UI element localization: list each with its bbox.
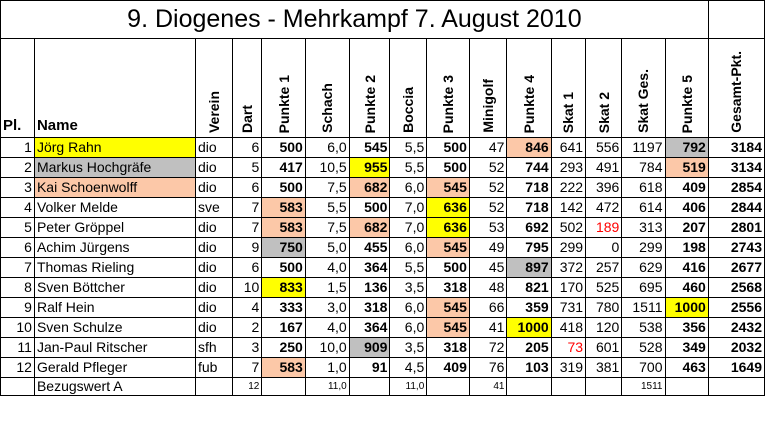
- cell-p1[interactable]: 750: [262, 238, 306, 258]
- cell-p1[interactable]: 250: [262, 338, 306, 358]
- header-minigolf[interactable]: Minigolf: [469, 39, 507, 138]
- cell-skat1[interactable]: 299: [551, 238, 585, 258]
- cell-skat2[interactable]: 780: [586, 298, 622, 318]
- table-row: [1, 258, 765, 278]
- cell-gesamt[interactable]: 2568: [708, 278, 764, 298]
- header-skat1[interactable]: Skat 1: [551, 39, 585, 138]
- cell-gesamt[interactable]: 2801: [708, 218, 764, 238]
- cell-schach[interactable]: 4,0: [305, 318, 349, 338]
- cell-p2[interactable]: 455: [349, 238, 390, 258]
- cell-name[interactable]: Sven Böttcher: [34, 278, 195, 298]
- cell-schach[interactable]: 5,5: [305, 198, 349, 218]
- cell-p5[interactable]: 349: [665, 338, 708, 358]
- cell-p4[interactable]: 718: [507, 198, 551, 218]
- cell-pl[interactable]: 12: [1, 358, 35, 378]
- header-boccia[interactable]: Boccia: [390, 39, 427, 138]
- cell-gesamt[interactable]: 2556: [708, 298, 764, 318]
- cell-boccia[interactable]: 6,0: [390, 178, 427, 198]
- cell-dart[interactable]: 6: [232, 178, 261, 198]
- bezugswert-skatges[interactable]: 1511: [622, 378, 665, 396]
- cell-p5[interactable]: 519: [665, 158, 708, 178]
- cell-p1[interactable]: 500: [262, 138, 306, 158]
- cell-p4[interactable]: 205: [507, 338, 551, 358]
- cell-boccia[interactable]: 6,0: [390, 318, 427, 338]
- header-punkte2[interactable]: Punkte 2: [349, 39, 390, 138]
- cell-skat1[interactable]: 293: [551, 158, 585, 178]
- cell-p3[interactable]: 500: [427, 258, 470, 278]
- bezugswert-schach[interactable]: 11,0: [305, 378, 349, 396]
- cell-p3[interactable]: 409: [427, 358, 470, 378]
- header-verein[interactable]: Verein: [195, 39, 232, 138]
- cell-dart[interactable]: 2: [232, 318, 261, 338]
- cell-pl[interactable]: 10: [1, 318, 35, 338]
- cell-name[interactable]: Jan-Paul Ritscher: [34, 338, 195, 358]
- header-row: [1, 39, 765, 138]
- cell-name[interactable]: Kai Schoenwolff: [34, 178, 195, 198]
- table-row: [1, 278, 765, 298]
- table-row: [1, 138, 765, 158]
- cell-skatges[interactable]: 538: [622, 318, 665, 338]
- cell-gesamt[interactable]: 2677: [708, 258, 764, 278]
- header-punkte3[interactable]: Punkte 3: [427, 39, 470, 138]
- cell-skat2[interactable]: 556: [586, 138, 622, 158]
- cell-pl[interactable]: 8: [1, 278, 35, 298]
- cell-skat1[interactable]: 418: [551, 318, 585, 338]
- table-row: [1, 158, 765, 178]
- cell-dart[interactable]: 10: [232, 278, 261, 298]
- cell-skatges[interactable]: 784: [622, 158, 665, 178]
- cell-schach[interactable]: 4,0: [305, 258, 349, 278]
- cell-skatges[interactable]: 695: [622, 278, 665, 298]
- header-punkte1[interactable]: Punkte 1: [262, 39, 306, 138]
- cell-p3[interactable]: 636: [427, 198, 470, 218]
- cell-skat1[interactable]: 502: [551, 218, 585, 238]
- cell-verein[interactable]: dio: [195, 238, 232, 258]
- cell-p3[interactable]: 636: [427, 218, 470, 238]
- cell-verein[interactable]: dio: [195, 158, 232, 178]
- cell-skat1[interactable]: 731: [551, 298, 585, 318]
- cell-gesamt[interactable]: 1649: [708, 358, 764, 378]
- cell-dart[interactable]: 7: [232, 358, 261, 378]
- cell-minigolf[interactable]: 49: [469, 238, 507, 258]
- cell-p5[interactable]: 460: [665, 278, 708, 298]
- cell-boccia[interactable]: 7,0: [390, 218, 427, 238]
- cell-skatges[interactable]: 614: [622, 198, 665, 218]
- cell-minigolf[interactable]: 52: [469, 158, 507, 178]
- cell-boccia[interactable]: 5,5: [390, 158, 427, 178]
- cell-verein[interactable]: dio: [195, 318, 232, 338]
- cell-p4[interactable]: 744: [507, 158, 551, 178]
- cell-p3[interactable]: 500: [427, 138, 470, 158]
- cell-skatges[interactable]: 700: [622, 358, 665, 378]
- cell-p2[interactable]: 364: [349, 258, 390, 278]
- cell-verein[interactable]: dio: [195, 138, 232, 158]
- cell-schach[interactable]: 6,0: [305, 138, 349, 158]
- header-pl[interactable]: Pl.: [1, 39, 35, 138]
- cell-p1[interactable]: 167: [262, 318, 306, 338]
- cell-p4[interactable]: 103: [507, 358, 551, 378]
- cell-gesamt[interactable]: 3184: [708, 138, 764, 158]
- cell-name[interactable]: Thomas Rieling: [34, 258, 195, 278]
- cell-dart[interactable]: 9: [232, 238, 261, 258]
- cell-gesamt[interactable]: 2743: [708, 238, 764, 258]
- table-row: [1, 318, 765, 338]
- cell-skatges[interactable]: 313: [622, 218, 665, 238]
- cell-boccia[interactable]: 5,5: [390, 258, 427, 278]
- header-dart[interactable]: Dart: [232, 39, 261, 138]
- cell-verein[interactable]: sfh: [195, 338, 232, 358]
- cell-boccia[interactable]: 6,0: [390, 298, 427, 318]
- cell-minigolf[interactable]: 52: [469, 198, 507, 218]
- cell-schach[interactable]: 3,0: [305, 298, 349, 318]
- cell-p3[interactable]: 545: [427, 298, 470, 318]
- cell-skat1[interactable]: 222: [551, 178, 585, 198]
- cell-p4[interactable]: 1000: [507, 318, 551, 338]
- cell-p4[interactable]: 718: [507, 178, 551, 198]
- header-skat2[interactable]: Skat 2: [586, 39, 622, 138]
- cell-boccia[interactable]: 5,5: [390, 138, 427, 158]
- cell-schach[interactable]: 7,5: [305, 218, 349, 238]
- cell-minigolf[interactable]: 47: [469, 138, 507, 158]
- cell-p4[interactable]: 795: [507, 238, 551, 258]
- table-row: [1, 178, 765, 198]
- cell-verein[interactable]: dio: [195, 298, 232, 318]
- cell-skat2[interactable]: 189: [586, 218, 622, 238]
- cell-p5[interactable]: 1000: [665, 298, 708, 318]
- cell-skat1[interactable]: 319: [551, 358, 585, 378]
- table-row: [1, 238, 765, 258]
- cell-dart[interactable]: 5: [232, 158, 261, 178]
- cell-p2[interactable]: 909: [349, 338, 390, 358]
- cell-minigolf[interactable]: 72: [469, 338, 507, 358]
- cell-schach[interactable]: 10,0: [305, 338, 349, 358]
- cell-skat2[interactable]: 257: [586, 258, 622, 278]
- cell-skat2[interactable]: 396: [586, 178, 622, 198]
- cell-name[interactable]: Volker Melde: [34, 198, 195, 218]
- cell-p1[interactable]: 500: [262, 178, 306, 198]
- cell-p3[interactable]: 545: [427, 178, 470, 198]
- cell-verein[interactable]: dio: [195, 178, 232, 198]
- cell-skat1[interactable]: 73: [551, 338, 585, 358]
- cell-pl[interactable]: 3: [1, 178, 35, 198]
- cell-p2[interactable]: 682: [349, 218, 390, 238]
- cell-minigolf[interactable]: 52: [469, 178, 507, 198]
- cell-pl[interactable]: 7: [1, 258, 35, 278]
- sheet-title: 9. Diogenes - Mehrkampf 7. August 2010: [1, 1, 709, 39]
- cell-schach[interactable]: 5,0: [305, 238, 349, 258]
- cell-p4[interactable]: 359: [507, 298, 551, 318]
- cell-name[interactable]: Sven Schulze: [34, 318, 195, 338]
- header-gesamt[interactable]: Gesamt-Pkt.: [708, 39, 764, 138]
- cell-skat1[interactable]: 372: [551, 258, 585, 278]
- cell-verein[interactable]: sve: [195, 198, 232, 218]
- cell-boccia[interactable]: 4,5: [390, 358, 427, 378]
- cell-verein[interactable]: dio: [195, 218, 232, 238]
- cell-skat2[interactable]: 120: [586, 318, 622, 338]
- cell-p4[interactable]: 897: [507, 258, 551, 278]
- cell-p1[interactable]: 333: [262, 298, 306, 318]
- cell-pl[interactable]: 2: [1, 158, 35, 178]
- cell-p3[interactable]: 500: [427, 158, 470, 178]
- cell-dart[interactable]: 3: [232, 338, 261, 358]
- bezugswert-row: [1, 378, 765, 396]
- cell-p4[interactable]: 846: [507, 138, 551, 158]
- cell-name[interactable]: Jörg Rahn: [34, 138, 195, 158]
- cell-gesamt[interactable]: 2854: [708, 178, 764, 198]
- cell-pl[interactable]: 5: [1, 218, 35, 238]
- cell-verein[interactable]: fub: [195, 358, 232, 378]
- table-row: [1, 338, 765, 358]
- cell-p3[interactable]: 545: [427, 318, 470, 338]
- cell-p1[interactable]: 833: [262, 278, 306, 298]
- cell-p3[interactable]: 318: [427, 278, 470, 298]
- cell-verein[interactable]: dio: [195, 258, 232, 278]
- cell-pl[interactable]: 4: [1, 198, 35, 218]
- cell-skat2[interactable]: 0: [586, 238, 622, 258]
- cell-gesamt[interactable]: 2032: [708, 338, 764, 358]
- cell-schach[interactable]: 10,5: [305, 158, 349, 178]
- table-row: [1, 218, 765, 238]
- cell-skat2[interactable]: 525: [586, 278, 622, 298]
- header-name[interactable]: Name: [34, 39, 195, 138]
- cell-p2[interactable]: 682: [349, 178, 390, 198]
- cell-p5[interactable]: 356: [665, 318, 708, 338]
- bezugswert-dart[interactable]: 12: [232, 378, 261, 396]
- cell-p4[interactable]: 821: [507, 278, 551, 298]
- cell-p1[interactable]: 500: [262, 258, 306, 278]
- cell-skat1[interactable]: 170: [551, 278, 585, 298]
- cell-skatges[interactable]: 299: [622, 238, 665, 258]
- cell-p4[interactable]: 692: [507, 218, 551, 238]
- cell-p2[interactable]: 364: [349, 318, 390, 338]
- cell-skat2[interactable]: 491: [586, 158, 622, 178]
- table-row: [1, 298, 765, 318]
- cell-name[interactable]: Markus Hochgräfe: [34, 158, 195, 178]
- cell-schach[interactable]: 1,0: [305, 358, 349, 378]
- cell-p5[interactable]: 207: [665, 218, 708, 238]
- cell-name[interactable]: Peter Gröppel: [34, 218, 195, 238]
- cell-p2[interactable]: 318: [349, 298, 390, 318]
- cell-gesamt[interactable]: 3134: [708, 158, 764, 178]
- bezugswert-minigolf[interactable]: 41: [469, 378, 507, 396]
- cell-boccia[interactable]: 7,0: [390, 198, 427, 218]
- cell-dart[interactable]: 7: [232, 198, 261, 218]
- cell-pl[interactable]: 1: [1, 138, 35, 158]
- cell-skatges[interactable]: 528: [622, 338, 665, 358]
- cell-skatges[interactable]: 1511: [622, 298, 665, 318]
- cell-skatges[interactable]: 629: [622, 258, 665, 278]
- cell-skatges[interactable]: 618: [622, 178, 665, 198]
- cell-dart[interactable]: 4: [232, 298, 261, 318]
- cell-name[interactable]: Ralf Hein: [34, 298, 195, 318]
- cell-name[interactable]: Achim Jürgens: [34, 238, 195, 258]
- cell-p3[interactable]: 545: [427, 238, 470, 258]
- cell-minigolf[interactable]: 76: [469, 358, 507, 378]
- table-row: [1, 198, 765, 218]
- cell-p2[interactable]: 955: [349, 158, 390, 178]
- cell-minigolf[interactable]: 41: [469, 318, 507, 338]
- cell-minigolf[interactable]: 48: [469, 278, 507, 298]
- cell-p1[interactable]: 583: [262, 218, 306, 238]
- cell-skatges[interactable]: 1197: [622, 138, 665, 158]
- bezugswert-label[interactable]: Bezugswert A: [34, 378, 195, 396]
- header-skatges[interactable]: Skat Ges.: [622, 39, 665, 138]
- cell-skat1[interactable]: 641: [551, 138, 585, 158]
- cell-schach[interactable]: 1,5: [305, 278, 349, 298]
- cell-boccia[interactable]: 3,5: [390, 278, 427, 298]
- header-punkte4[interactable]: Punkte 4: [507, 39, 551, 138]
- cell-p5[interactable]: 198: [665, 238, 708, 258]
- cell-schach[interactable]: 7,5: [305, 178, 349, 198]
- cell-p2[interactable]: 136: [349, 278, 390, 298]
- bezugswert-boccia[interactable]: 11,0: [390, 378, 427, 396]
- cell-p2[interactable]: 91: [349, 358, 390, 378]
- cell-minigolf[interactable]: 45: [469, 258, 507, 278]
- cell-pl[interactable]: 11: [1, 338, 35, 358]
- cell-p5[interactable]: 406: [665, 198, 708, 218]
- cell-p1[interactable]: 583: [262, 198, 306, 218]
- cell-p2[interactable]: 545: [349, 138, 390, 158]
- cell-p5[interactable]: 463: [665, 358, 708, 378]
- cell-pl[interactable]: 6: [1, 238, 35, 258]
- cell-skat2[interactable]: 472: [586, 198, 622, 218]
- cell-p3[interactable]: 318: [427, 338, 470, 358]
- cell-pl[interactable]: 9: [1, 298, 35, 318]
- cell-p1[interactable]: 417: [262, 158, 306, 178]
- cell-name[interactable]: Gerald Pfleger: [34, 358, 195, 378]
- cell-boccia[interactable]: 6,0: [390, 238, 427, 258]
- cell-gesamt[interactable]: 2844: [708, 198, 764, 218]
- cell-p1[interactable]: 583: [262, 358, 306, 378]
- cell-gesamt[interactable]: 2432: [708, 318, 764, 338]
- header-punkte5[interactable]: Punkte 5: [665, 39, 708, 138]
- cell-minigolf[interactable]: 53: [469, 218, 507, 238]
- cell-skat1[interactable]: 142: [551, 198, 585, 218]
- cell-dart[interactable]: 7: [232, 218, 261, 238]
- cell-dart[interactable]: 6: [232, 258, 261, 278]
- cell-p2[interactable]: 500: [349, 198, 390, 218]
- cell-p5[interactable]: 792: [665, 138, 708, 158]
- cell-p5[interactable]: 416: [665, 258, 708, 278]
- cell-boccia[interactable]: 3,5: [390, 338, 427, 358]
- cell-p5[interactable]: 409: [665, 178, 708, 198]
- cell-dart[interactable]: 6: [232, 138, 261, 158]
- cell-verein[interactable]: dio: [195, 278, 232, 298]
- cell-skat2[interactable]: 601: [586, 338, 622, 358]
- cell-minigolf[interactable]: 66: [469, 298, 507, 318]
- header-schach[interactable]: Schach: [305, 39, 349, 138]
- cell-skat2[interactable]: 381: [586, 358, 622, 378]
- table-row: [1, 358, 765, 378]
